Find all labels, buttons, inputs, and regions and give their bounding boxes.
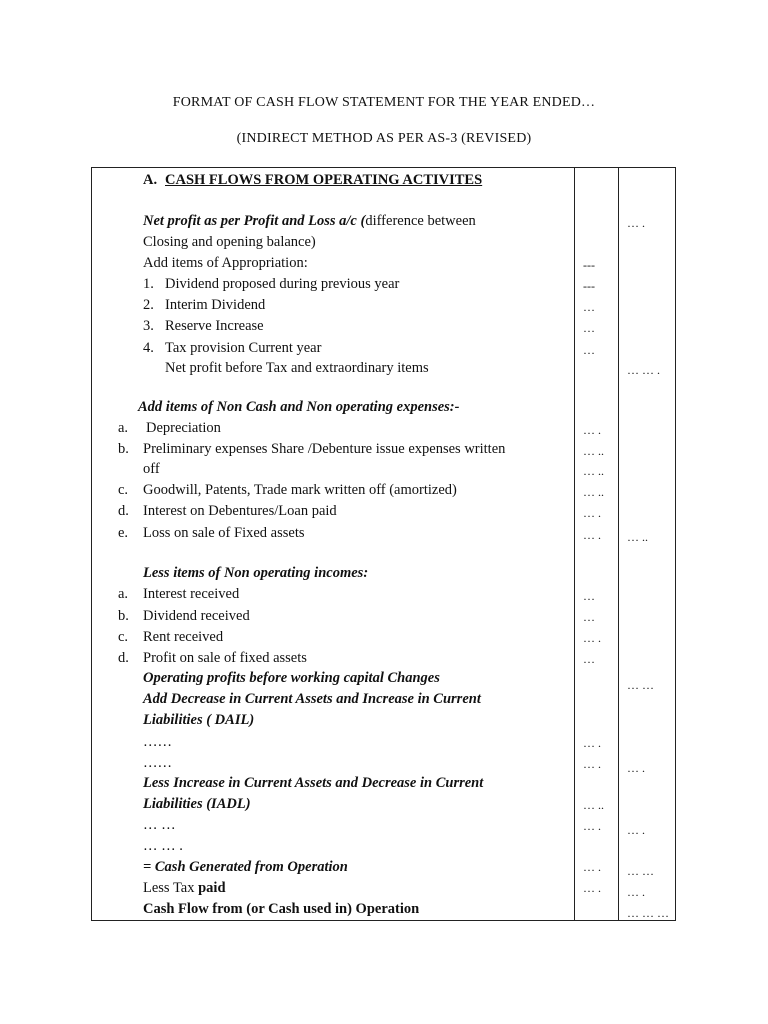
less-tax-label: Less Tax paid <box>143 880 226 896</box>
amount-col1: … . <box>583 736 601 750</box>
document-subtitle: (INDIRECT METHOD AS PER AS-3 (REVISED) <box>236 131 532 146</box>
noncash-item: Loss on sale of Fixed assets <box>143 525 305 541</box>
noncash-letter: b. <box>118 441 129 457</box>
appropriation-number: 3. <box>143 318 154 334</box>
placeholder-dots: …… <box>143 755 172 771</box>
amount-col2: … .. <box>627 530 648 544</box>
amount-col1: … . <box>583 881 601 895</box>
amount-col1: … . <box>583 860 601 874</box>
noncash-letter: e. <box>118 525 129 541</box>
amount-col2: … . <box>627 885 645 899</box>
column-divider-1 <box>574 168 575 920</box>
placeholder-dots: … … . <box>143 838 183 854</box>
amount-col1: … . <box>583 423 601 437</box>
noncash-item: Goodwill, Patents, Trade mark written off (amortized) <box>143 482 457 498</box>
appropriation-item: Reserve Increase <box>165 318 264 334</box>
cash-flow-table <box>91 167 676 921</box>
noncash-item: Depreciation <box>146 420 221 436</box>
operating-profit-label: Operating profits before working capital Changes <box>143 670 440 686</box>
amount-col2: … … <box>627 864 654 878</box>
appropriation-number: 1. <box>143 276 154 292</box>
income-letter: c. <box>118 629 129 645</box>
noncash-letter: c. <box>118 482 129 498</box>
amount-col1: … . <box>583 819 601 833</box>
amount-col2: … . <box>627 761 645 775</box>
noncash-item: Preliminary expenses Share /Debenture issue expenses written <box>143 441 506 457</box>
amount-col1: … <box>583 652 595 666</box>
amount-col1: … <box>583 343 595 357</box>
section-heading: CASH FLOWS FROM OPERATING ACTIVITES <box>165 172 483 188</box>
section-letter: A. <box>143 172 158 188</box>
appropriation-number: 2. <box>143 297 154 313</box>
appropriation-heading: Add items of Appropriation: <box>143 255 308 271</box>
amount-col1: … .. <box>583 464 604 478</box>
income-item: Dividend received <box>143 608 250 624</box>
placeholder-dots: …… <box>143 734 172 750</box>
noncash-item: off <box>143 461 160 477</box>
iadl-label: Less Increase in Current Assets and Decrease in Current <box>143 775 484 791</box>
amount-col1: … .. <box>583 444 604 458</box>
amount-col2: … . <box>627 823 645 837</box>
amount-col1: … . <box>583 528 601 542</box>
column-divider-2 <box>618 168 619 920</box>
noncash-letter: a. <box>118 420 129 436</box>
document-title: FORMAT OF CASH FLOW STATEMENT FOR THE YEAR ENDED… <box>172 95 596 110</box>
cash-flow-operation-label: Cash Flow from (or Cash used in) Operation <box>143 901 420 917</box>
placeholder-dots: … … <box>143 817 176 833</box>
amount-col2: … . <box>627 216 645 230</box>
amount-col1: … . <box>583 506 601 520</box>
cash-generated-label: = Cash Generated from Operation <box>143 859 348 875</box>
amount-col1: --- <box>583 258 595 272</box>
amount-col1: --- <box>583 279 595 293</box>
net-profit-line: Net profit as per Profit and Loss a/c (difference between <box>143 213 476 229</box>
income-item: Profit on sale of fixed assets <box>143 650 307 666</box>
amount-col1: … .. <box>583 798 604 812</box>
amount-col1: … . <box>583 631 601 645</box>
incomes-heading: Less items of Non operating incomes: <box>143 565 369 581</box>
noncash-letter: d. <box>118 503 129 519</box>
dail-label-2: Liabilities ( DAIL) <box>143 712 255 728</box>
npbt-label: Net profit before Tax and extraordinary items <box>165 360 429 376</box>
amount-col1: … . <box>583 757 601 771</box>
amount-col1: … <box>583 610 595 624</box>
amount-col1: … <box>583 300 595 314</box>
noncash-heading: Add items of Non Cash and Non operating expenses:- <box>138 399 460 415</box>
amount-col1: … <box>583 589 595 603</box>
amount-col2: … … … <box>627 906 669 920</box>
appropriation-number: 4. <box>143 340 154 356</box>
income-item: Interest received <box>143 586 240 602</box>
income-letter: d. <box>118 650 129 666</box>
amount-col1: … .. <box>583 485 604 499</box>
appropriation-item: Dividend proposed during previous year <box>165 276 400 292</box>
net-profit-line-2: Closing and opening balance) <box>143 234 316 250</box>
amount-col2: … … . <box>627 363 660 377</box>
appropriation-item: Interim Dividend <box>165 297 266 313</box>
iadl-label-2: Liabilities (IADL) <box>143 796 251 812</box>
dail-label: Add Decrease in Current Assets and Increase in Current <box>143 691 481 707</box>
income-letter: b. <box>118 608 129 624</box>
amount-col1: … <box>583 321 595 335</box>
amount-col2: … … <box>627 678 654 692</box>
income-letter: a. <box>118 586 129 602</box>
noncash-item: Interest on Debentures/Loan paid <box>143 503 337 519</box>
appropriation-item: Tax provision Current year <box>165 340 322 356</box>
income-item: Rent received <box>143 629 224 645</box>
